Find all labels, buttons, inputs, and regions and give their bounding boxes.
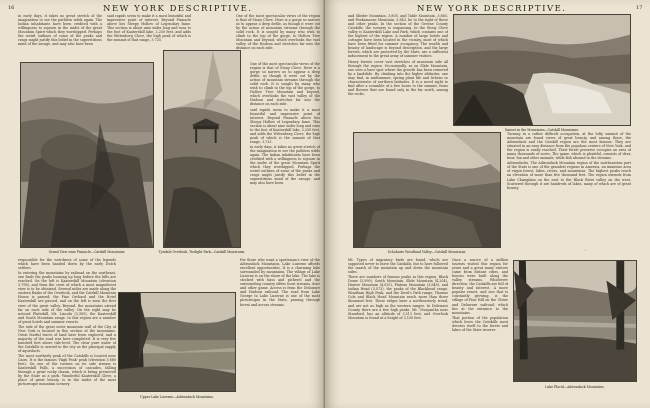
photo-caption: Schoharie Woodland Valley—Catskill Mountains. bbox=[387, 250, 467, 254]
photo-tyndale-overlook bbox=[163, 50, 241, 248]
running-head: NEW YORK DESCRIPTIVE. bbox=[103, 4, 253, 14]
text-column bbox=[348, 14, 448, 130]
paragraph: One of the most spectacular views of the region is that of Stony Clove. Here is a gorge so narrow as to appear a deep defile, as though it were cut by the action of mountain streams through the solid rock. It is sought by many who wish to climb to the top of the gorge, to Hollow Tree Mountain and beyond, which overlooks the vast valley of the Hudson and stretches far into the distance on each side. bbox=[250, 62, 320, 107]
paragraph: In entering the mountains by railroad on the northeast, one finds the peaks looming up long before the hills are reached. On the left is Kaaterskill Mountain (elevation 3,798), and from the crest of which a most magnificent view is to be obtained. Several miles are made along the eastern flanks of the Overlook, and the Catskill Mountain House is passed; the Pine Orchard and the Hotel Kaaterskill are passed, and on the left is seen the first view of the great valley. Beyond, the mountains extend far on each side of the valley. On the right may be noticed Plattekill, Mt. Lincoln (3,300), the Kaaterskill and South Mountain range. In this region are a number of great hotels and summer resorts. bbox=[18, 271, 116, 324]
paragraph: For those who want a sportsman's view of the Adirondack Mountains, Lake Luzerne affords excellent opportunities. It is a charming lake surrounded by mountains. The village of Lake Luzerne is on the shore of the lake. The lake is stocked with bass and pickerel and the surrounding country offers trout streams, deer and other game. Access is from the Delaware and Hudson railroad. The road from Lake George to Lake Luzerne is one of the most picturesque in the State, passing through forest and across streams. bbox=[240, 258, 320, 307]
photo-caption: Upper Lake Luzerne—Adirondack Mountains. bbox=[139, 395, 215, 399]
paragraph: One of the most spectacular views of the region is that of Stony Clove. Here is a gorge so narrow as to appear a deep defile, as though it were cut by the action of mountain streams through the solid rock. It is sought by many who wish to climb to the top of the gorge, to Hollow Tree Mountain and beyond, which overlooks the vast valley of the Hudson and stretches far into the distance on each side. bbox=[236, 14, 320, 51]
photo-grand-view bbox=[20, 62, 154, 248]
text-column bbox=[18, 14, 102, 60]
photo-caption: Sunset in the Mountains—Catskill Mountains. bbox=[504, 128, 580, 132]
text-column bbox=[507, 132, 631, 252]
paragraph: said rapids seem to make it a most beautiful and impressive point of interest. Beyond Pinnacle above lies Sleepy Hollow of Legendary fame. This section is about nine miles long and runs to the foot of Kaaterskill lake, 2,250 feet, and adds the Wittenberg Clove, the high peak of which is the summit of that range, 3,725. bbox=[107, 14, 191, 43]
paragraph: Mt. Types of migratory birds are found, which are supposed never to leave the Catskills, but to have followed the march of the mountain up and down the mountain sides. bbox=[348, 258, 448, 275]
text-column-hidden bbox=[585, 250, 586, 251]
paragraph: said rapids seem to make it a most beautiful and impressive point of interest. Beyond Pinnacle above lies Sleepy Hollow of Legendary fame. This section is about nine miles long and runs to the foot of Kaaterskill lake, 2,250 feet, and adds the Wittenberg Clove, the high peak of which is the summit of that range, 3,725. bbox=[250, 107, 320, 144]
paragraph: in early days, it takes no great stretch of the imagination to see the pathless wilds again. The Indian inhabitants have been credited with a willingness to sojourn in the midst of the great Mountain Spirit which they worshipped. Perhaps the weird outlines of some of the peaks and crags might justify this belief in the superstitious mind of the savage, and may also have been bbox=[250, 144, 320, 186]
photo-lake-placid bbox=[513, 260, 637, 382]
running-head: NEW YORK DESCRIPTIVE. bbox=[417, 4, 567, 14]
paragraph: and Slieder Mountain, 3,805, and Table Mountain, 3,865, and Peekamoose Mountain, 3,843, lie to the right of these and other peaks. In the section of the Greene County Catskills, the scenery is surpassing. In the Stony Clove valley is Kaaterskill Lake and Park, which contains one of the highest of the region. A number of large hotels and cottages have been located in the vicinity, most of which have been fitted for summer occupancy. The wealth and beauty of landscape is beyond description, and the large forests, which are protected by the State, are a sufficient inducement to the great army of summer visitors. bbox=[348, 14, 448, 59]
text-column bbox=[452, 258, 508, 404]
paragraph: The most northerly peak of the Catskills is located near Cairo. It is the famous 'High Peak' peak (elevation 3,660 feet). On one of the ravines on its side stream is Kaaterskill Falls, a succession of cascades, falling through a great rocky chasm, which is being preserved by the State as a park. Wonderful Kaaterskill Clove, a place of great beauty, is in the midst of the most picturesque mountain scenery. bbox=[18, 354, 116, 387]
text-column bbox=[348, 258, 448, 404]
paragraph bbox=[585, 250, 586, 251]
text-column bbox=[250, 62, 320, 252]
text-column bbox=[18, 258, 116, 404]
paragraph: Once a source of a million tourists visited this region for years and a great many visitors came from distant cities, and houses were built along the valley streams. Whichever direction, the Catskills are full of beauty and interest. A more popular resort, and one that is constantly growing, is the village of Pine Hill on the Ulster and Delaware railroad, which lies at the entrance to the mountains. bbox=[452, 258, 508, 315]
page-number: 17 bbox=[636, 5, 643, 11]
text-column bbox=[236, 14, 320, 60]
text-column bbox=[240, 258, 320, 404]
paragraph: Heavy forests cover vast stretches of mountain side all through the region. Occasionally, as on Slide Mountain, one sees a bare spot where the growth has been removed by a landslide. By climbing into the higher altitudes, one may find, in midsummer, spring plant life and lichens so characteristic of northern latitudes. It is a novel sight to find after a scramble of a few hours to the summit, ferns and flowers that are found only in the far north, among the rocks. bbox=[348, 59, 448, 96]
paragraph: in early days, it takes no great stretch of the imagination to see the pathless wilds again. The Indian inhabitants have been credited with a willingness to sojourn in the midst of the great Mountain Spirit which they worshipped. Perhaps the weird outlines of some of the peaks and crags might justify this belief in the superstitious mind of the savage, and may also have been bbox=[18, 14, 102, 47]
paragraph: Turning in a rather difficult occupation, at the lofty summit of the mountain are found views of great beauty, and among these, the Adirondack and the Catskill region are the most famous. They are situated in an easy distance from the populous centers of New York, and the region is easily reached. Their forest preserve occupies an area of many thousands of acres. The game, which is plentiful, consists of deer, bear, fox and other animals; while fish abound in the streams. bbox=[507, 132, 631, 161]
photo-caption: Tyndale Overlook, Twilight Park—Catskill Mountains. bbox=[158, 250, 246, 254]
paragraph: responsible for the weirdness of some of the legends which have been handed down by the early Dutch settlers. bbox=[18, 258, 116, 271]
right-page bbox=[325, 0, 650, 408]
paragraph: That portion of the population which loves the Catskills most devotes itself to the forest and lakes of the State reserve. bbox=[452, 315, 508, 332]
photo-caption: Lake Placid—Adirondack Mountains. bbox=[545, 385, 605, 389]
paragraph: The side of the great outer mountain wall of the City of New York is located in this section of the mountains. Great fearful tracts of land have been explored, and a majority of the road was here completed. It is very few hundred feet above tide-level. The clear pure water of the Catskills is carried to the city as the principal supply of aqueducts. bbox=[18, 324, 116, 354]
photo-caption: Grand View near Pinnacle—Catskill Mountains. bbox=[48, 250, 126, 254]
photo-schoharie-valley bbox=[353, 132, 501, 248]
photo-lake-luzerne bbox=[118, 292, 236, 392]
paragraph: Adirondacks. The Adirondack Mountain region of the northeastern part of the State is one of the grandest regions in America, an immense area of virgin forest, lakes, rivers, and mountains. The highest peaks reach an elevation of more than five thousand feet. The region extends from Lake Champlain on the east to the Black River valley on the west. Scattered through it are hundreds of lakes, many of which are of great beauty. bbox=[507, 161, 631, 190]
paragraph: There are numbers of famous peaks in this region, Black Dome (3,990), South Mountain, Slide Mountain (4,204), Hunter Mountain (4,025), Plateau Mountain (3,840), and Indian Head (3,573), the peaks of the Blackhead range, Windham High Peak, and the Devil's Path range; Thomas Cole and Black Head Mountain reach more than three thousand feet. These ridges have a northeasterly trend, and are not as high as the western ranges. In Delaware County there are a few high peaks. Mt. Utsayantha near Stamford, has an altitude of 3,213 feet, and Overlook Mountain is found at a height of 3,150 feet. bbox=[348, 275, 448, 320]
page-number: 16 bbox=[8, 5, 15, 11]
photo-sunset bbox=[453, 14, 631, 126]
